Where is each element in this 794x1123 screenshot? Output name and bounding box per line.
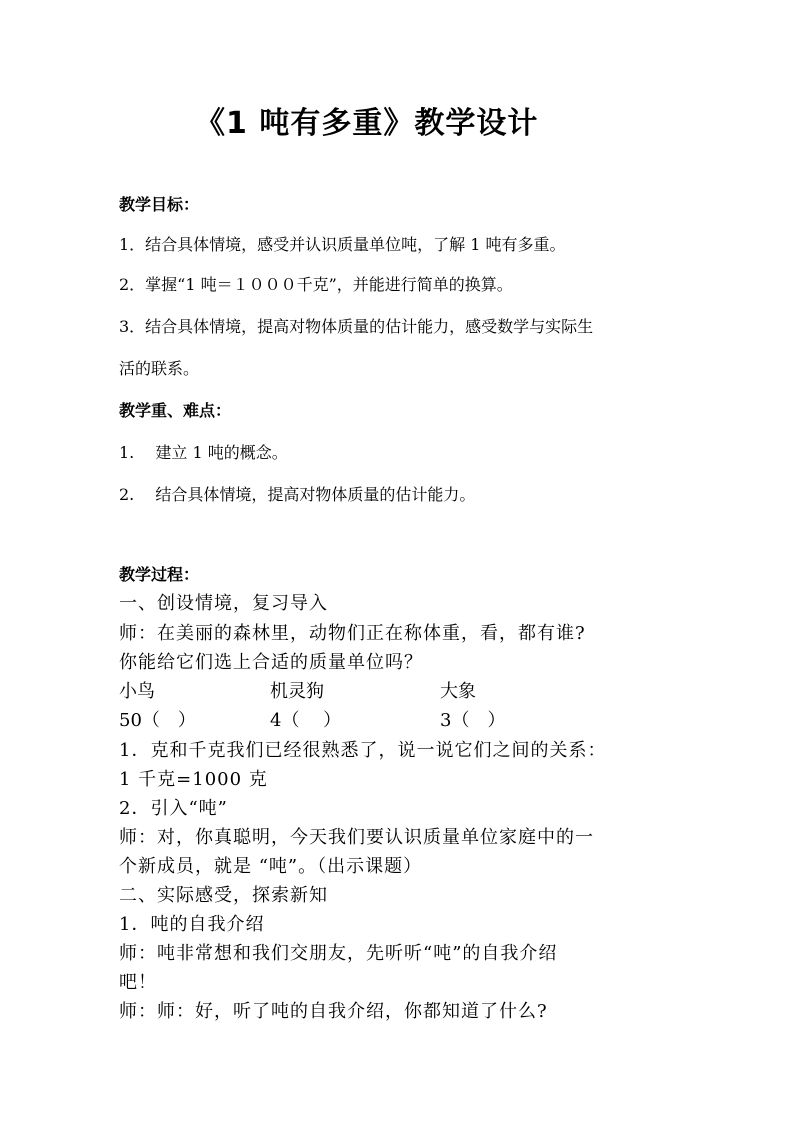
process-line: 师：在美丽的森林里，动物们正在称体重，看，都有谁? xyxy=(119,623,586,644)
process-line: 师：对，你真聪明，今天我们要认识质量单位家庭中的一 xyxy=(119,827,594,848)
process-line: 一、创设情境，复习导入 xyxy=(119,593,328,614)
keypoint-2: 2. 结合具体情境，提高对物体质量的估计能力。 xyxy=(119,485,476,504)
process-line: 1．吨的自我介绍 xyxy=(119,914,265,935)
objectives-heading: 教学目标： xyxy=(119,195,200,214)
process-line: 二、实际感受，探索新知 xyxy=(119,885,328,906)
process-line: 个新成员，就是 “吨”。（出示课题） xyxy=(119,856,423,877)
process-line: 你能给它们选上合适的质量单位吗？ xyxy=(119,652,423,673)
keypoints-heading: 教学重、难点： xyxy=(119,401,232,420)
objective-1: 1．结合具体情境，感受并认识质量单位吨，了解 1 吨有多重。 xyxy=(119,235,566,254)
objective-2: 2．掌握“1 吨＝１０００千克”，并能进行简单的换算。 xyxy=(119,275,513,294)
process-line: 师：师：好，听了吨的自我介绍，你都知道了什么? xyxy=(119,1001,548,1022)
process-heading: 教学过程： xyxy=(119,565,200,584)
animal-dog: 机灵狗 xyxy=(270,681,324,702)
keypoint-1: 1. 建立 1 吨的概念。 xyxy=(119,443,288,462)
weight-dog: 4（ ） xyxy=(270,710,342,731)
objective-3-cont: 活的联系。 xyxy=(119,359,200,378)
process-line: 2．引入“吨” xyxy=(119,798,228,819)
weight-elephant: 3（ ） xyxy=(440,710,506,731)
process-line: 1．克和千克我们已经很熟悉了，说一说它们之间的关系： xyxy=(119,740,607,761)
process-line: 师：吨非常想和我们交朋友，先听听“吨”的自我介绍 xyxy=(119,943,558,964)
animal-elephant: 大象 xyxy=(440,681,476,702)
document-title: 《1 吨有多重》教学设计 xyxy=(195,106,539,141)
animal-bird: 小鸟 xyxy=(119,681,155,702)
objective-3: 3．结合具体情境，提高对物体质量的估计能力，感受数学与实际生 xyxy=(119,317,594,336)
process-line: 1 千克=1000 克 xyxy=(119,769,268,790)
process-line: 吧！ xyxy=(119,972,157,993)
weight-bird: 50（ ） xyxy=(119,710,196,731)
